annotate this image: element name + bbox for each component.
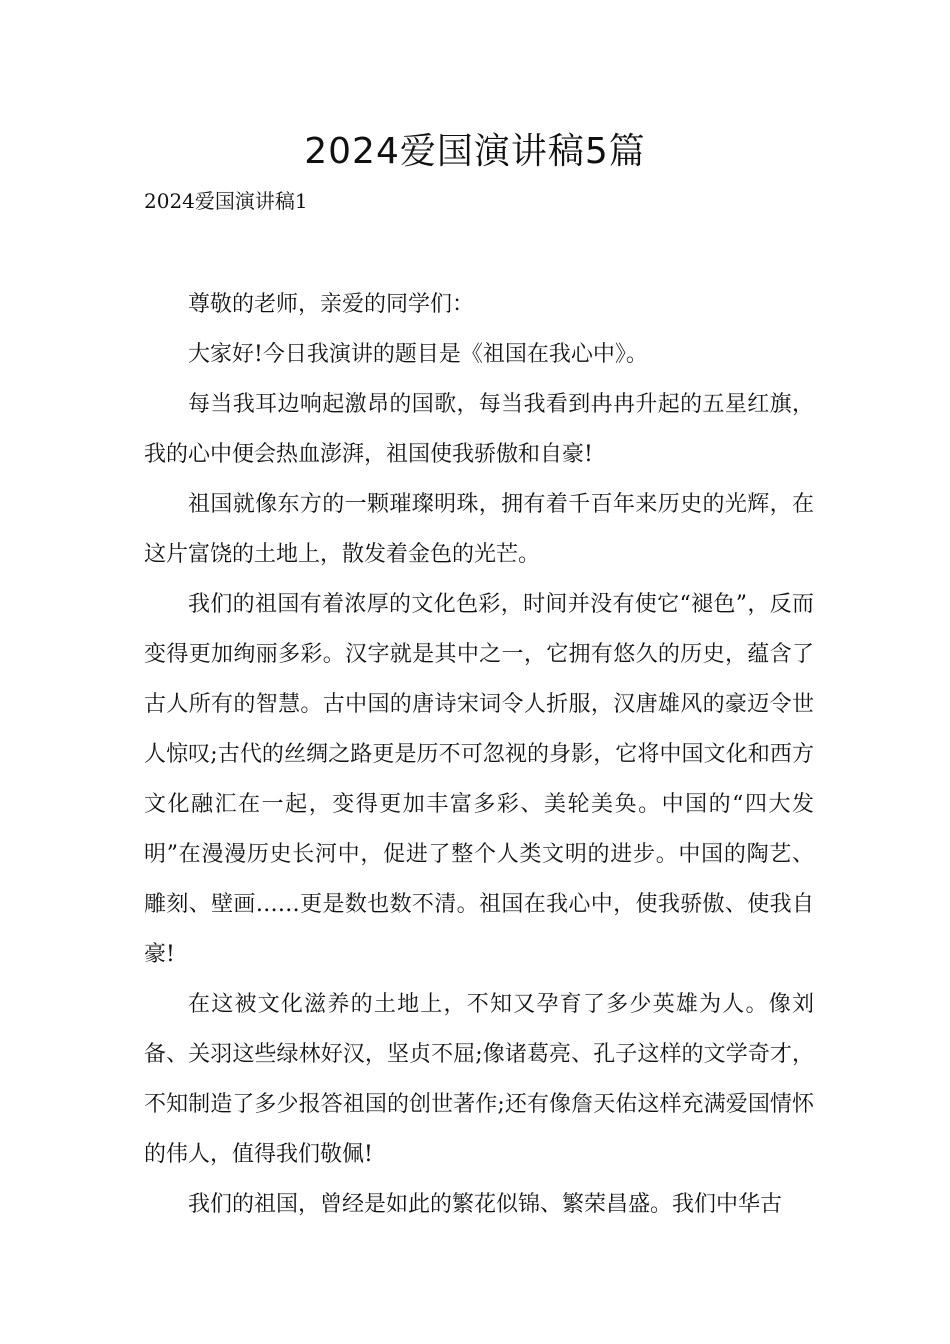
document-title: 2024爱国演讲稿5篇 — [304, 131, 646, 172]
section-heading: 2024爱国演讲稿1 — [144, 189, 308, 213]
paragraph: 祖国就像东方的一颗璀璨明珠，拥有着千百年来历史的光辉，在这片富饶的土地上，散发着金色的光芒。 — [144, 492, 814, 567]
paragraph-greeting: 大家好!今日我演讲的题目是《祖国在我心中》。 — [188, 342, 648, 367]
paragraph-salutation: 尊敬的老师，亲爱的同学们： — [188, 292, 475, 317]
paragraph: 我们的祖国有着浓厚的文化色彩，时间并没有使它“褪色”，反而变得更加绚丽多彩。汉字就是其中之一，它拥有悠久的历史，蕴含了古人所有的智慧。古中国的唐诗宋词令人折服，汉唐雄风的豪迈令世人惊叹;古代的丝绸之路更是历不可忽视的身影，它将中国文化和西方文化融汇在一起，变得更加丰富多彩、美轮美奂。中国的“四大发明”在漫漫历史长河中，促进了整个人类文明的进步。中国的陶艺、雕刻、壁画……更是数也数不清。祖国在我心中，使我骄傲、使我自豪! — [144, 592, 814, 967]
paragraph: 每当我耳边响起激昂的国歌，每当我看到冉冉升起的五星红旗，我的心中便会热血澎湃，祖国使我骄傲和自豪! — [144, 392, 814, 467]
paragraph: 在这被文化滋养的土地上，不知又孕育了多少英雄为人。像刘备、关羽这些绿林好汉，坚贞不屈;像诸葛亮、孔子这样的文学奇才，不知制造了多少报答祖国的创世著作;还有像詹天佑这样充满爱国情怀的伟人，值得我们敬佩! — [144, 992, 814, 1167]
paragraph: 我们的祖国，曾经是如此的繁花似锦、繁荣昌盛。我们中华古 — [188, 1192, 783, 1217]
document-body — [144, 280, 814, 1230]
